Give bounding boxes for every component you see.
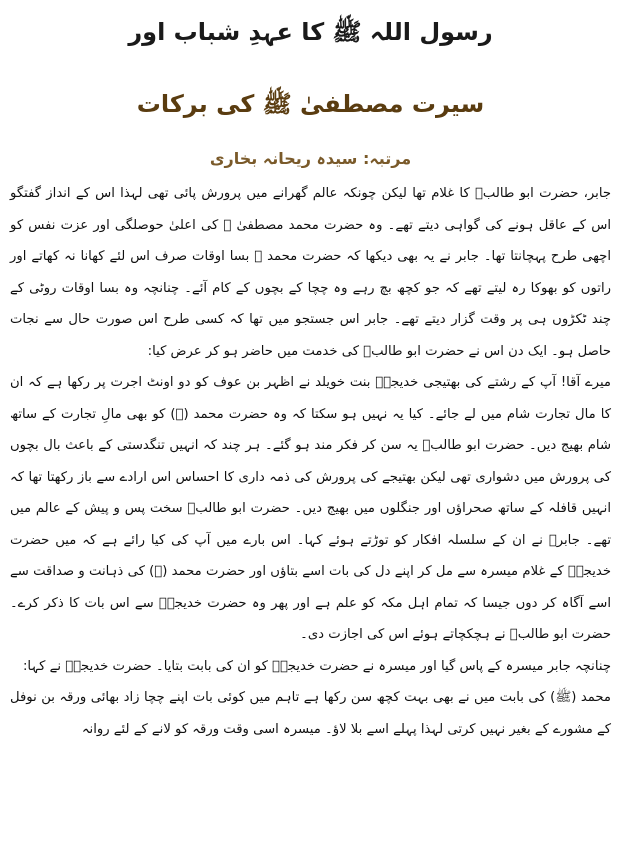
article-title-line-1: رسول اللہ ﷺ کا عہدِ شباب اور [128, 18, 493, 46]
paragraph-4: محمد (ﷺ) کی بابت میں نے بھی بہت کچھ سن رکھا ہے تاہم میں کوئی بات اپنے چچا زاد بھائی ورقہ بن نوفل کے مشورے کے بغیر نہیں کرتی لہذا پہلے اسے بلا لاؤ۔ میسرہ اسی وقت ورقہ کو لانے کے لئے روانہ [10, 690, 611, 737]
compiler-byline: مرتبہ: سیدہ ریحانہ بخاری [209, 149, 412, 168]
paragraph-2: میرے آقا! آپ کے رشتے کی بھتیجی خدیجہؓ بنت خویلد نے اظہر بن عوف کو دو اونٹ اجرت پر رکھا ہے کہ ان کا مال تجارت شام میں لے جائے۔ کیا یہ نہیں ہو سکتا کہ وہ حضرت محمد (ﷺ) کو بھی مالِ تجارت کے ساتھ شام بھیج دیں۔ حضرت ابو طالبؓ یہ سن کر فکر مند ہو گئے۔ ہر چند کہ انہیں تنگدستی کے باعث بال بچوں کی پرورش میں دشواری تھی لیکن بھتیجے کی پرورش کی ذمہ داری کا احساس اس ارادے سے باز رکھتا تھا کہ انہیں قافلہ کے ساتھ صحراؤں اور جنگلوں میں بھیج دیں۔ حضرت ابو طالبؓ سخت پس و پیش کے عالم میں تھے۔ جابرؓ نے ان کے سلسلہ افکار کو توڑتے ہوئے کہا۔ اس بارے میں آپ کی کیا رائے ہے کہ میں حضرت خدیجہؓ کے غلام میسرہ سے مل کر اپنے دل کی بات اسے بتاؤں اور حضرت محمد (ﷺ) کی ذہانت و صداقت سے اسے آگاہ کر دوں جیسا کہ تمام اہل مکہ کو علم ہے اور پھر وہ حضرت خدیجہؓ سے اس بات کا ذکر کرے۔ حضرت ابو طالبؓ نے ہچکچاتے ہوئے اس کی اجازت دی۔ [10, 375, 611, 642]
paragraph-1: جابر، حضرت ابو طالبؓ کا غلام تھا لیکن چونکہ عالم گھرانے میں پرورش پائی تھی لہذا اس کے انداز گفتگو اس کے عاقل ہونے کی گواہی دیتے تھے۔ وہ حضرت محمد مصطفیٰ ﷺ کی اعلیٰ حوصلگی اور عزت نفس کو اچھی طرح پہچانتا تھا۔ جابر نے یہ بھی دیکھا کہ حضرت محمد ﷺ بسا اوقات صرف اس لئے کھانا نہ کھاتے اور راتوں کو بھوکا رہ لیتے تھے کہ جو کچھ بچ رہے وہ چچا کے بچوں کے کام آئے۔ چنانچہ وہ بسا اوقات روٹی کے چند ٹکڑوں ہی پر وقت گزار دیتے تھے۔ جابر اس جستجو میں تھا کہ کسی طرح اس صورت حال سے نجات حاصل ہو۔ ایک دن اس نے حضرت ابو طالبؓ کی خدمت میں حاضر ہو کر عرض کیا: [10, 186, 611, 359]
article-body [10, 178, 611, 745]
article-title-line-2: سیرت مصطفیٰ ﷺ کی برکات [136, 90, 485, 118]
paragraph-3: چنانچہ جابر میسرہ کے پاس گیا اور میسرہ نے حضرت خدیجہؓ کو ان کی بابت بتایا۔ حضرت خدیجہؓ نے کہا: [22, 658, 611, 674]
